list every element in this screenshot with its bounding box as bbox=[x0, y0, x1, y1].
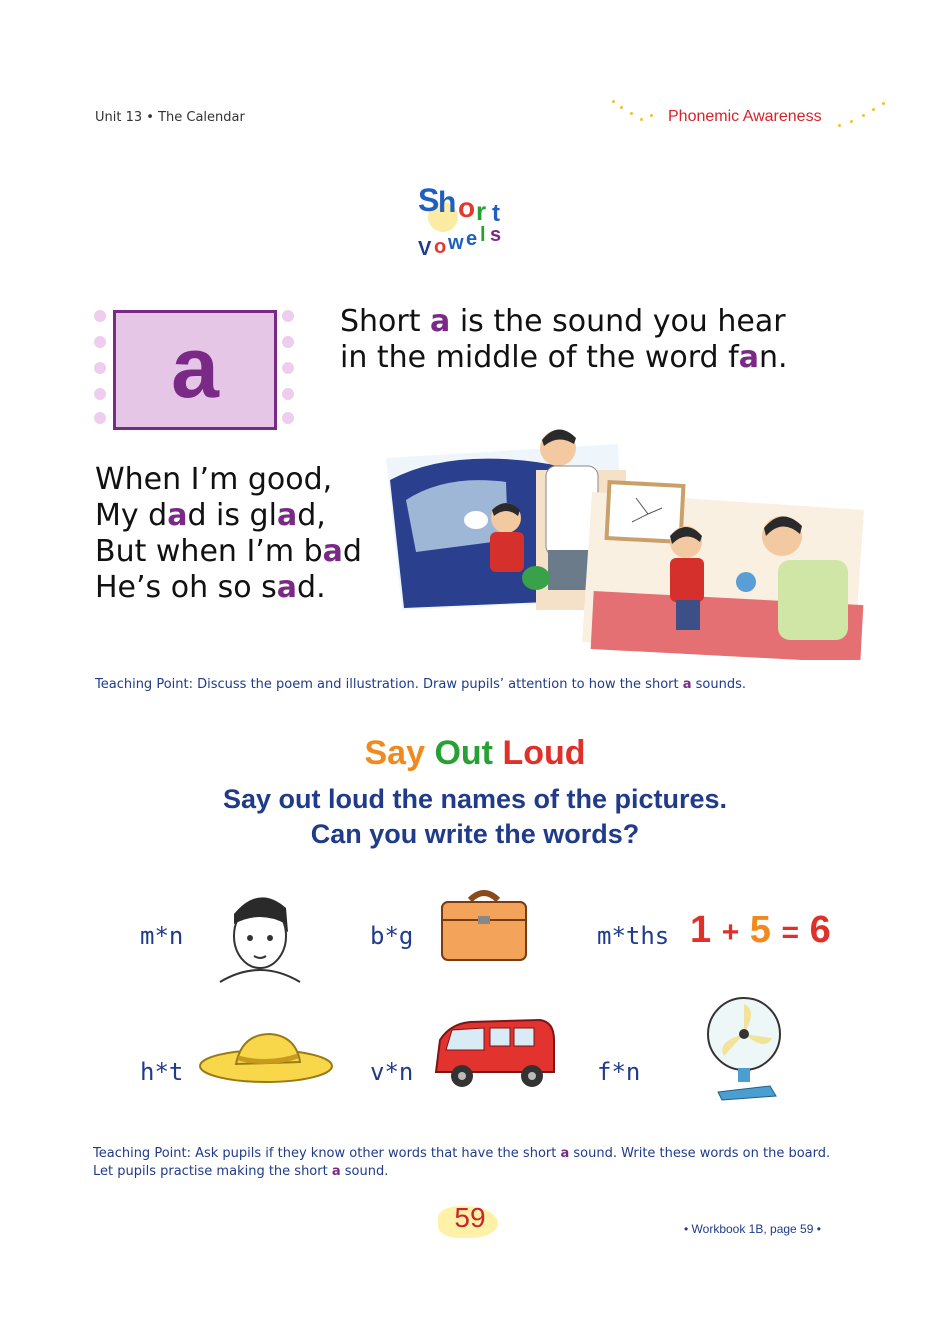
rule-line-1 bbox=[340, 304, 788, 340]
equation-digit: 5 bbox=[749, 909, 771, 951]
word-van: v*n bbox=[370, 1058, 414, 1086]
highlight-a: a bbox=[682, 677, 692, 692]
rule-text: is the sound you hear bbox=[450, 304, 786, 339]
poem-text: But when I’m b bbox=[95, 534, 323, 569]
say-word: Say bbox=[364, 734, 425, 772]
poem-text: d, bbox=[297, 498, 326, 533]
unit-label: Unit 13 • The Calendar bbox=[95, 110, 245, 125]
title-letter: r bbox=[476, 196, 487, 226]
poem-text: d is gl bbox=[187, 498, 277, 533]
poem-line-2 bbox=[95, 498, 362, 534]
title-letter: t bbox=[492, 200, 500, 227]
section-title: Phonemic Awareness bbox=[668, 108, 822, 125]
van-picture bbox=[430, 1010, 560, 1094]
word-hat: h*t bbox=[140, 1058, 184, 1086]
highlight-a: a bbox=[276, 498, 298, 533]
poem-text: My d bbox=[95, 498, 168, 533]
title-letter: o bbox=[458, 192, 476, 223]
teaching-point-text: sound. bbox=[340, 1164, 389, 1179]
poem bbox=[95, 462, 362, 606]
poem-text: d. bbox=[297, 570, 326, 605]
word-man: m*n bbox=[140, 922, 184, 950]
highlight-a: a bbox=[560, 1146, 570, 1161]
man-picture bbox=[214, 884, 304, 984]
rule-text: Short bbox=[340, 304, 431, 339]
highlight-a: a bbox=[276, 570, 298, 605]
title-letter: e bbox=[466, 228, 478, 250]
teaching-point-text: sound. Write these words on the board. Let pupils practise making the short bbox=[93, 1146, 831, 1179]
word-bag: b*g bbox=[370, 922, 414, 950]
highlight-a: a bbox=[331, 1164, 341, 1179]
broken-window-scene bbox=[582, 482, 864, 660]
instruction-line-2: Can you write the words? bbox=[310, 819, 640, 849]
equation-digit: 1 bbox=[690, 909, 712, 951]
say-out-loud-heading bbox=[0, 734, 950, 773]
title-letter: s bbox=[490, 224, 502, 246]
rule-text: n. bbox=[758, 340, 788, 375]
highlight-a: a bbox=[738, 340, 759, 375]
rule-text: in the middle of the word f bbox=[340, 340, 739, 375]
teaching-point-text: Teaching Point: Discuss the poem and illustration. Draw pupils’ attention to how the short bbox=[95, 677, 683, 692]
poem-line-4 bbox=[95, 570, 362, 606]
equation-digit: 6 bbox=[809, 909, 831, 951]
maths-equation bbox=[690, 908, 831, 955]
letter-card-glyph: a bbox=[171, 320, 219, 416]
highlight-a: a bbox=[430, 304, 451, 339]
equation-operator: + bbox=[721, 916, 740, 949]
word-maths: m*ths bbox=[597, 922, 670, 950]
poem-text: He’s oh so s bbox=[95, 570, 277, 605]
fan-picture bbox=[700, 994, 790, 1102]
activity-instructions bbox=[0, 782, 950, 852]
title-letter: o bbox=[434, 236, 447, 258]
teaching-point-text: sounds. bbox=[691, 677, 746, 692]
poem-line-1: When I’m good, bbox=[95, 462, 333, 497]
title-letter: h bbox=[438, 186, 457, 219]
instruction-line-1: Say out loud the names of the pictures. bbox=[222, 784, 728, 814]
poem-illustration bbox=[386, 410, 866, 660]
bag-picture bbox=[434, 886, 534, 966]
teaching-point-text: Teaching Point: Ask pupils if they know other words that have the short bbox=[93, 1146, 561, 1161]
page-number: 59 bbox=[454, 1202, 486, 1233]
rule-line-2 bbox=[340, 340, 788, 376]
title-letter: l bbox=[480, 224, 486, 246]
short-a-rule bbox=[340, 304, 788, 376]
highlight-a: a bbox=[167, 498, 188, 533]
title-letter: S bbox=[418, 182, 440, 218]
teaching-point-1 bbox=[95, 677, 746, 692]
word-fan: f*n bbox=[597, 1058, 641, 1086]
loud-word: Loud bbox=[502, 734, 586, 772]
equation-operator: = bbox=[781, 916, 800, 949]
short-vowels-title bbox=[410, 182, 540, 272]
highlight-a: a bbox=[322, 534, 343, 569]
hat-picture bbox=[196, 1026, 336, 1086]
poem-line-3 bbox=[95, 534, 362, 570]
teaching-point-2 bbox=[93, 1145, 833, 1181]
title-letter: w bbox=[448, 232, 464, 254]
out-word: Out bbox=[434, 734, 493, 772]
workbook-reference: • Workbook 1B, page 59 • bbox=[684, 1222, 821, 1236]
poem-text: d bbox=[342, 534, 362, 569]
title-letter: V bbox=[418, 238, 432, 260]
